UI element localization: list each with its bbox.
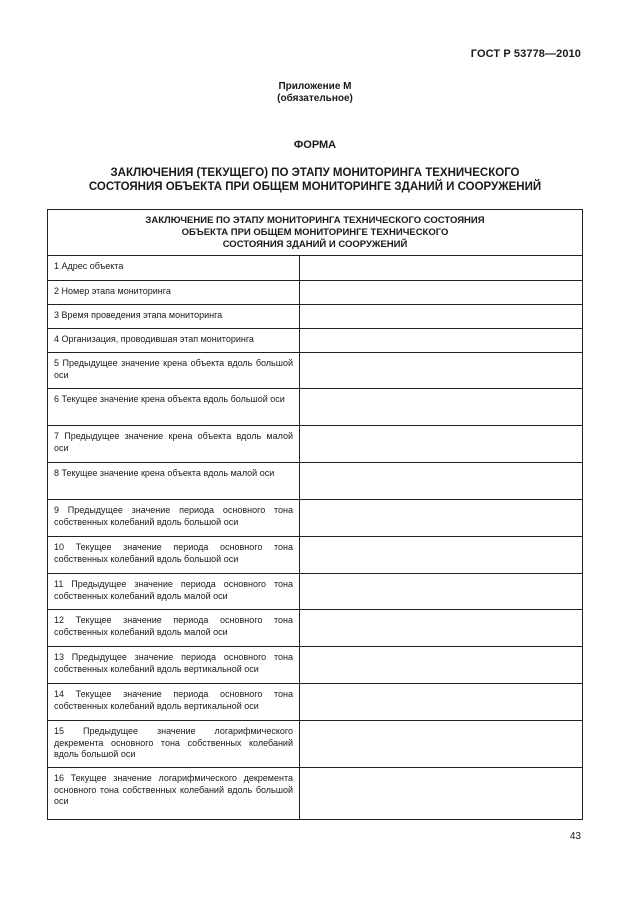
row-label: 6 Текущее значение крена объекта вдоль большой оси <box>48 389 300 426</box>
row-value-cell[interactable] <box>300 721 583 768</box>
table-header <box>48 210 583 256</box>
row-value-cell[interactable] <box>300 463 583 500</box>
row-label: 10 Текущее значение периода основного тона собственных колебаний вдоль большой оси <box>48 537 300 574</box>
row-label: 12 Текущее значение периода основного тона собственных колебаний вдоль малой оси <box>48 610 300 647</box>
table-row <box>48 610 583 647</box>
row-value-cell[interactable] <box>300 353 583 389</box>
row-value-cell[interactable] <box>300 537 583 574</box>
row-label: 4 Организация, проводившая этап мониторинга <box>48 329 300 353</box>
form-title <box>80 166 550 194</box>
row-label: 5 Предыдущее значение крена объекта вдоль большой оси <box>48 353 300 389</box>
table-row <box>48 281 583 305</box>
row-label: 7 Предыдущее значение крена объекта вдоль малой оси <box>48 426 300 463</box>
table-row <box>48 537 583 574</box>
row-value-cell[interactable] <box>300 281 583 305</box>
table-row <box>48 463 583 500</box>
table-row <box>48 305 583 329</box>
conclusion-form-table <box>47 209 583 820</box>
row-value-cell[interactable] <box>300 684 583 721</box>
table-header-line: СОСТОЯНИЯ ЗДАНИЙ И СООРУЖЕНИЙ <box>222 239 408 250</box>
row-label: 11 Предыдущее значение периода основного тона собственных колебаний вдоль малой оси <box>48 574 300 610</box>
table-row <box>48 329 583 353</box>
row-value-cell[interactable] <box>300 500 583 537</box>
row-value-cell[interactable] <box>300 574 583 610</box>
form-title-line: ЗАКЛЮЧЕНИЯ (ТЕКУЩЕГО) ПО ЭТАПУ МОНИТОРИНГА ТЕХНИЧЕСКОГО <box>110 167 520 179</box>
table-row <box>48 574 583 610</box>
row-label: 14 Текущее значение периода основного тона собственных колебаний вдоль вертикальной оси <box>48 684 300 721</box>
table-header-line: ЗАКЛЮЧЕНИЕ ПО ЭТАПУ МОНИТОРИНГА ТЕХНИЧЕСКОГО СОСТОЯНИЯ <box>145 215 485 226</box>
table-row <box>48 256 583 281</box>
table-row <box>48 768 583 820</box>
row-value-cell[interactable] <box>300 329 583 353</box>
row-label: 1 Адрес объекта <box>48 256 300 281</box>
row-label: 3 Время проведения этапа мониторинга <box>48 305 300 329</box>
row-value-cell[interactable] <box>300 256 583 281</box>
row-value-cell[interactable] <box>300 647 583 684</box>
table-row <box>48 500 583 537</box>
row-label: 15 Предыдущее значение логарифмического декремента основного тона собственных колебаний вдоль большой оси <box>48 721 300 768</box>
table-row <box>48 353 583 389</box>
row-value-cell[interactable] <box>300 389 583 426</box>
row-value-cell[interactable] <box>300 768 583 820</box>
row-value-cell[interactable] <box>300 426 583 463</box>
form-label: ФОРМА <box>293 139 337 151</box>
page-number: 43 <box>569 831 581 842</box>
table-row <box>48 721 583 768</box>
row-value-cell[interactable] <box>300 305 583 329</box>
row-label: 8 Текущее значение крена объекта вдоль малой оси <box>48 463 300 500</box>
appendix-title: Приложение М <box>278 81 352 92</box>
table-row <box>48 389 583 426</box>
appendix-subtitle: (обязательное) <box>277 93 353 104</box>
table-header-line: ОБЪЕКТА ПРИ ОБЩЕМ МОНИТОРИНГЕ ТЕХНИЧЕСКОГО <box>181 227 449 238</box>
form-title-line: СОСТОЯНИЯ ОБЪЕКТА ПРИ ОБЩЕМ МОНИТОРИНГЕ ЗДАНИЙ И СООРУЖЕНИЙ <box>88 181 542 193</box>
document-code: ГОСТ Р 53778—2010 <box>470 48 581 60</box>
row-value-cell[interactable] <box>300 610 583 647</box>
row-label: 9 Предыдущее значение периода основного тона собственных колебаний вдоль большой оси <box>48 500 300 537</box>
row-label: 16 Текущее значение логарифмического декремента основного тона собственных колебаний вдоль большой оси <box>48 768 300 820</box>
table-row <box>48 426 583 463</box>
appendix-heading <box>0 81 630 105</box>
table-header-row <box>48 210 583 256</box>
table-row <box>48 647 583 684</box>
table-row <box>48 684 583 721</box>
row-label: 2 Номер этапа мониторинга <box>48 281 300 305</box>
row-label: 13 Предыдущее значение периода основного тона собственных колебаний вдоль вертикальной оси <box>48 647 300 684</box>
